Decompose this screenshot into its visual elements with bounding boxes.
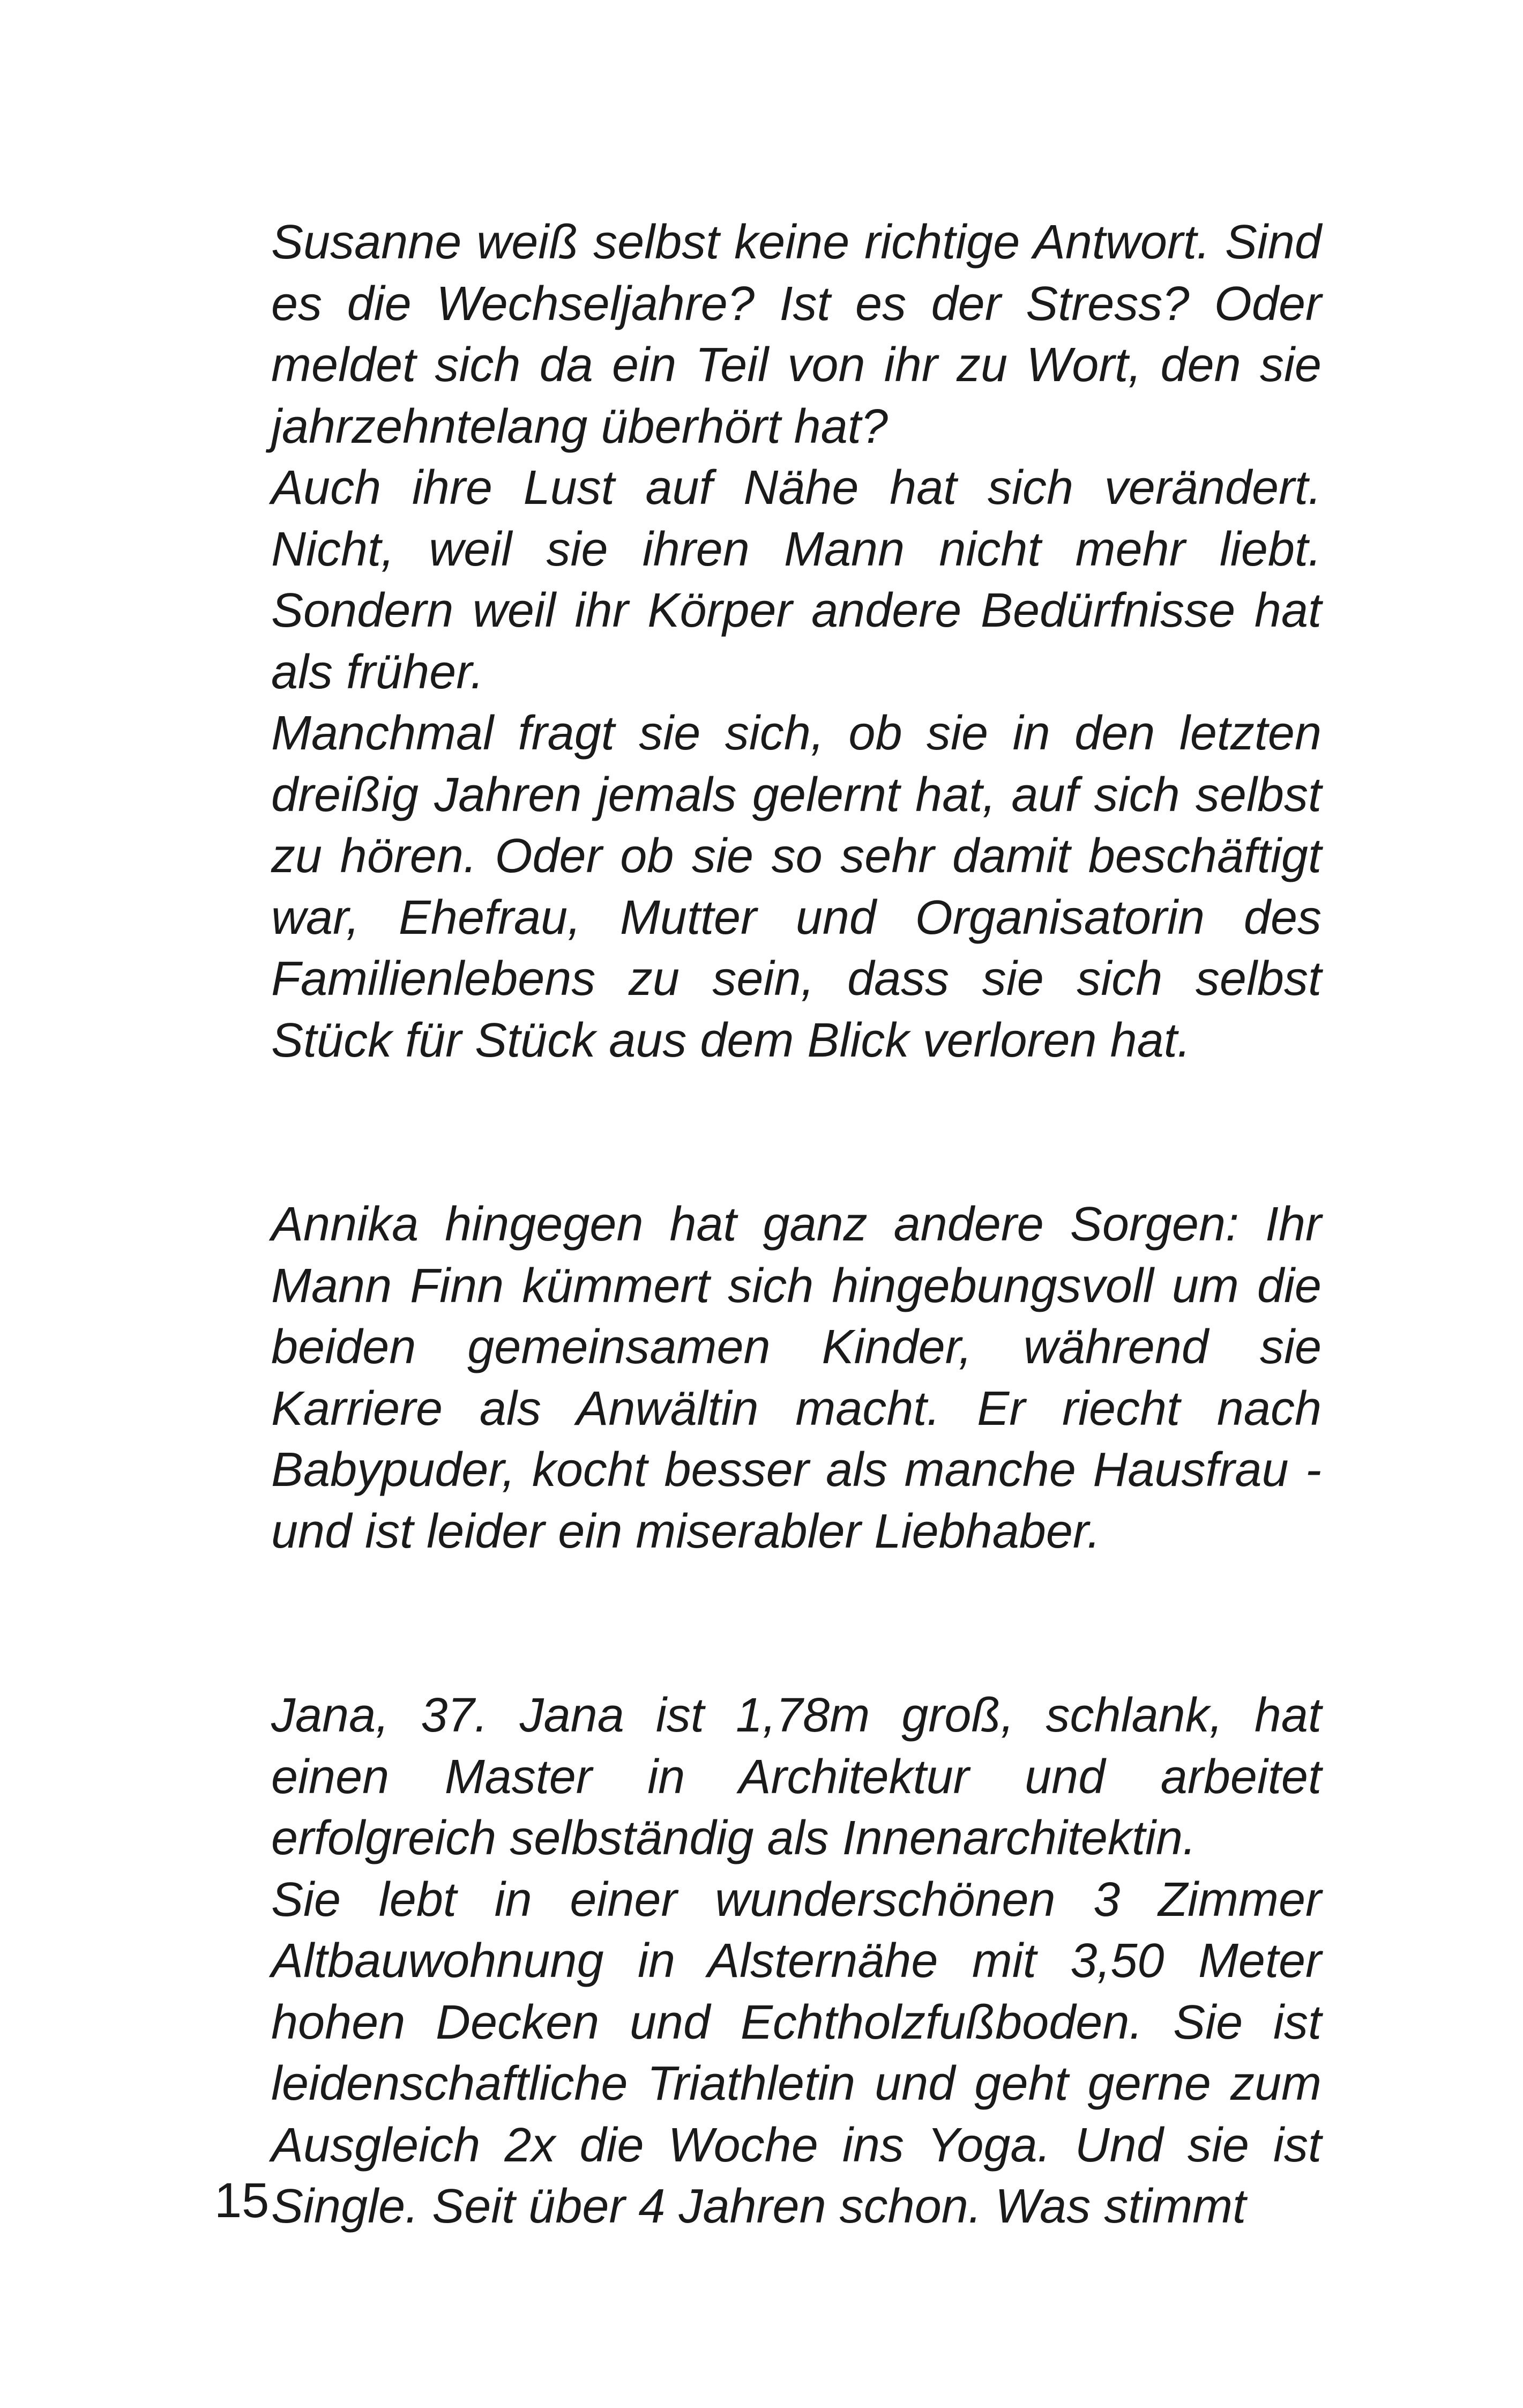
paragraph-jana-intro: Jana, 37. Jana ist 1,78m groß, schlank, hat einen Master in Architektur und arbeitet erfolgreich selbständig als Innenarchitektin. [271, 1689, 1322, 1865]
paragraph-susanne-answer: Susanne weiß selbst keine richtige Antwort. Sind es die Wechseljahre? Ist es der Stress? Oder meldet sich da ein Teil von ihr zu Wort, den sie jahrzehntelang überhört hat? [271, 215, 1322, 454]
page-number: 15 [214, 2173, 270, 2228]
paragraph-susanne-desire: Auch ihre Lust auf Nähe hat sich verändert. Nicht, weil sie ihren Mann nicht mehr liebt. Sondern weil ihr Körper andere Bedürfnisse hat als früher. [271, 461, 1322, 699]
paragraph-annika: Annika hingegen hat ganz andere Sorgen: Ihr Mann Finn kümmert sich hingebungsvoll um die beiden gemeinsamen Kinder, während sie Karriere als Anwältin macht. Er riecht nach Babypuder, kocht besser als manche Hausfrau - und ist leider ein miserabler Liebhaber. [271, 1198, 1322, 1558]
section-break [271, 1071, 1322, 1194]
paragraph-jana-life: Sie lebt in einer wunderschönen 3 Zimmer Altbauwohnung in Alsternähe mit 3,50 Meter hohen Decken und Echtholzfußboden. Sie ist leidenschaftliche Triathletin und geht gerne zum Ausgleich 2x die Woche ins Yoga. Und sie ist Single. Seit über 4 Jahren schon. Was stimmt [271, 1872, 1322, 2233]
section-break [271, 1562, 1322, 1685]
body-text [271, 212, 1322, 2238]
paragraph-susanne-reflection: Manchmal fragt sie sich, ob sie in den letzten dreißig Jahren jemals gelernt hat, auf sich selbst zu hören. Oder ob sie so sehr damit beschäftigt war, Ehefrau, Mutter und Organisatorin des Familienlebens zu sein, dass sie sich selbst Stück für Stück aus dem Blick verloren hat. [271, 707, 1322, 1067]
